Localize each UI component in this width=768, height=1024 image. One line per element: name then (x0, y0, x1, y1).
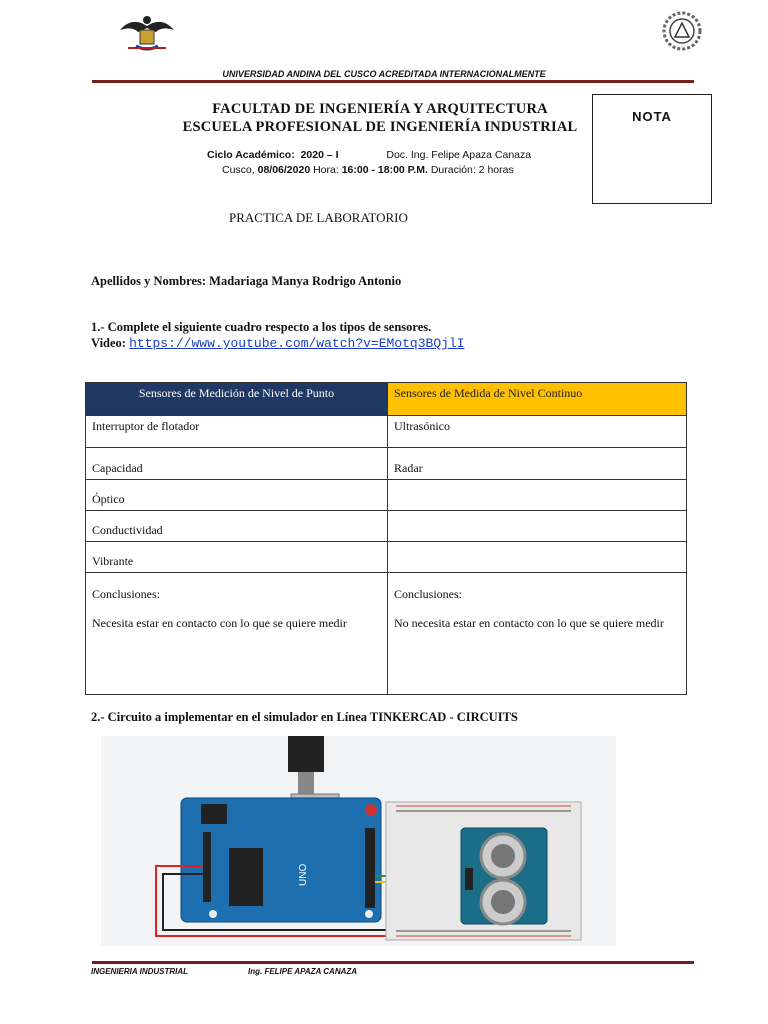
question-2: 2.- Circuito a implementar en el simulador en Línea TINKERCAD - CIRCUITS (91, 710, 518, 724)
conclusions-label: Conclusiones: (92, 587, 160, 601)
table-cell: Capacidad (86, 448, 388, 480)
video-label: Video: (91, 336, 126, 350)
conclusion-text: Necesita estar en contacto con lo que se quiere medir (92, 616, 347, 630)
hour-label: Hora: (313, 164, 339, 176)
title-block (150, 100, 610, 136)
table-cell: Óptico (86, 480, 388, 511)
table-cell: Ultrasónico (388, 416, 687, 448)
table-cell: Interruptor de flotador (86, 416, 388, 448)
gear-seal-icon (662, 11, 702, 51)
conclusions-row (86, 573, 687, 695)
student-name: Apellidos y Nombres: Madariaga Manya Rodrigo Antonio (91, 274, 402, 288)
hour-value: 16:00 - 18:00 P.M. (341, 164, 428, 176)
grade-box (592, 94, 712, 204)
footer-rule (92, 961, 694, 964)
table-cell (388, 480, 687, 511)
faculty-title: FACULTAD DE INGENIERÍA Y ARQUITECTURA (212, 101, 548, 117)
university-logo (118, 12, 176, 54)
practice-title: PRACTICA DE LABORATORIO (229, 210, 408, 225)
table-cell (388, 511, 687, 542)
table-row (86, 448, 687, 480)
usb-plug (288, 736, 324, 772)
table-row (86, 416, 687, 448)
conclusions-cell-right (388, 573, 687, 695)
table-row (86, 480, 687, 511)
conclusion-text: No necesita estar en contacto con lo que se quiere medir (394, 616, 664, 630)
university-name: UNIVERSIDAD ANDINA DEL CUSCO ACREDITADA INTERNACIONALMENTE (222, 69, 546, 79)
question-1 (91, 319, 465, 352)
header-continuous-level: Sensores de Medida de Nivel Continuo (388, 383, 687, 416)
conclusions-cell-left (86, 573, 388, 695)
date: 08/06/2020 (257, 164, 311, 176)
cycle-label: Ciclo Académico: (207, 149, 295, 161)
place: Cusco, (222, 164, 255, 176)
footer-department: INGENIERIA INDUSTRIAL (91, 967, 189, 976)
cycle-line (207, 149, 531, 161)
grade-label: NOTA (632, 109, 672, 124)
duration: Duración: 2 horas (430, 164, 514, 176)
table-header-row (86, 383, 687, 416)
sensor-table (85, 382, 687, 695)
engineering-seal (662, 11, 702, 51)
header-rule (92, 80, 694, 83)
microcontroller-chip (229, 848, 263, 906)
teacher-name: Doc. Ing. Felipe Apaza Canaza (386, 149, 532, 161)
conclusions-label: Conclusiones: (394, 587, 462, 601)
video-link[interactable]: https://www.youtube.com/watch?v=EMotq3BQjlI (129, 336, 465, 351)
svg-text:UNO: UNO (298, 863, 309, 886)
table-row (86, 511, 687, 542)
table-cell: Vibrante (86, 542, 388, 573)
footer-teacher: Ing. FELIPE APAZA CANAZA (248, 967, 358, 976)
question-1-text: 1.- Complete el siguiente cuadro respecto a los tipos de sensores. (91, 320, 432, 334)
condor-crest-icon (118, 12, 176, 54)
circuit-image (101, 736, 616, 946)
header-point-level: Sensores de Medición de Nivel de Punto (86, 383, 388, 416)
table-cell (388, 542, 687, 573)
school-title: ESCUELA PROFESIONAL DE INGENIERÍA INDUSTRIAL (182, 119, 578, 135)
table-cell: Radar (388, 448, 687, 480)
table-row (86, 542, 687, 573)
schedule-line (222, 164, 514, 176)
table-cell: Conductividad (86, 511, 388, 542)
cycle-value: 2020 – I (300, 149, 339, 161)
